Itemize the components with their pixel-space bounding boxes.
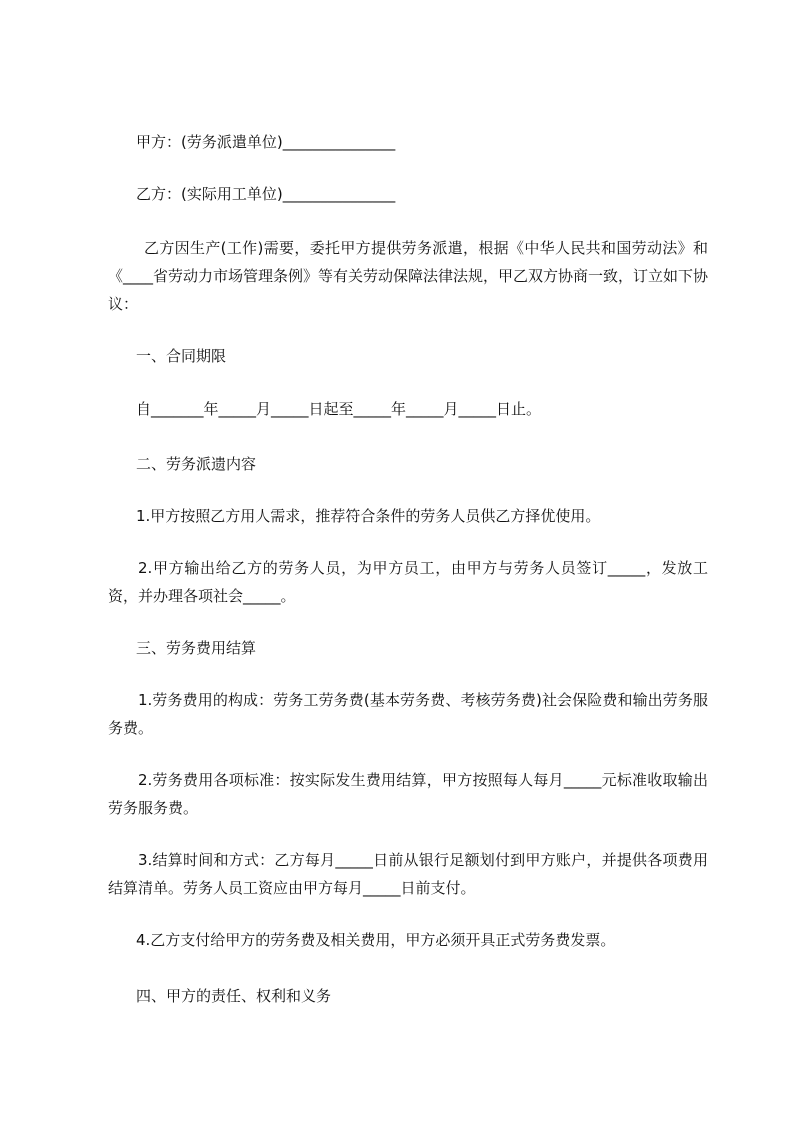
section-3-item-1: 1.劳务费用的构成：劳务工劳务费(基本劳务费、考核劳务费)社会保险费和输出劳务服务费。 xyxy=(108,691,708,737)
section-2-heading: 二、劳务派遗内容 xyxy=(136,455,257,473)
party-b-line: 乙方：(实际用工单位)_______________ xyxy=(136,185,396,203)
section-3-item-4: 4.乙方支付给甲方的劳务费及相关费用，甲方必须开具正式劳务费发票。 xyxy=(136,931,616,949)
section-3-item-2: 2.劳务费用各项标准：按实际发生费用结算，甲方按照每人每月_____元标准收取输出劳务服务费。 xyxy=(108,771,708,817)
section-1-term-line: 自_______年_____月_____日起至_____年_____月_____日止。 xyxy=(136,400,542,418)
section-3-heading: 三、劳务费用结算 xyxy=(136,639,257,657)
section-3-item-3: 3.结算时间和方式：乙方每月_____日前从银行足额划付到甲方账户，并提供各项费用结算清单。劳务人员工资应由甲方每月_____日前支付。 xyxy=(108,851,708,897)
section-1-heading: 一、合同期限 xyxy=(136,347,227,365)
section-2-item-1: 1.甲方按照乙方用人需求，推荐符合条件的劳务人员供乙方择优使用。 xyxy=(136,507,601,525)
section-4-heading: 四、甲方的责任、权利和义务 xyxy=(136,987,332,1005)
party-a-line: 甲方：(劳务派遣单位)_______________ xyxy=(136,133,396,151)
preamble-paragraph: 乙方因生产(工作)需要，委托甲方提供劳务派遣，根据《中华人民共和国劳动法》和《____省劳动力市场管理条例》等有关劳动保障法律法规，甲乙双方协商一致，订立如下协议： xyxy=(108,239,709,313)
section-2-item-2: 2.甲方输出给乙方的劳务人员，为甲方员工，由甲方与劳务人员签订_____，发放工资，并办理各项社会_____。 xyxy=(108,559,708,605)
